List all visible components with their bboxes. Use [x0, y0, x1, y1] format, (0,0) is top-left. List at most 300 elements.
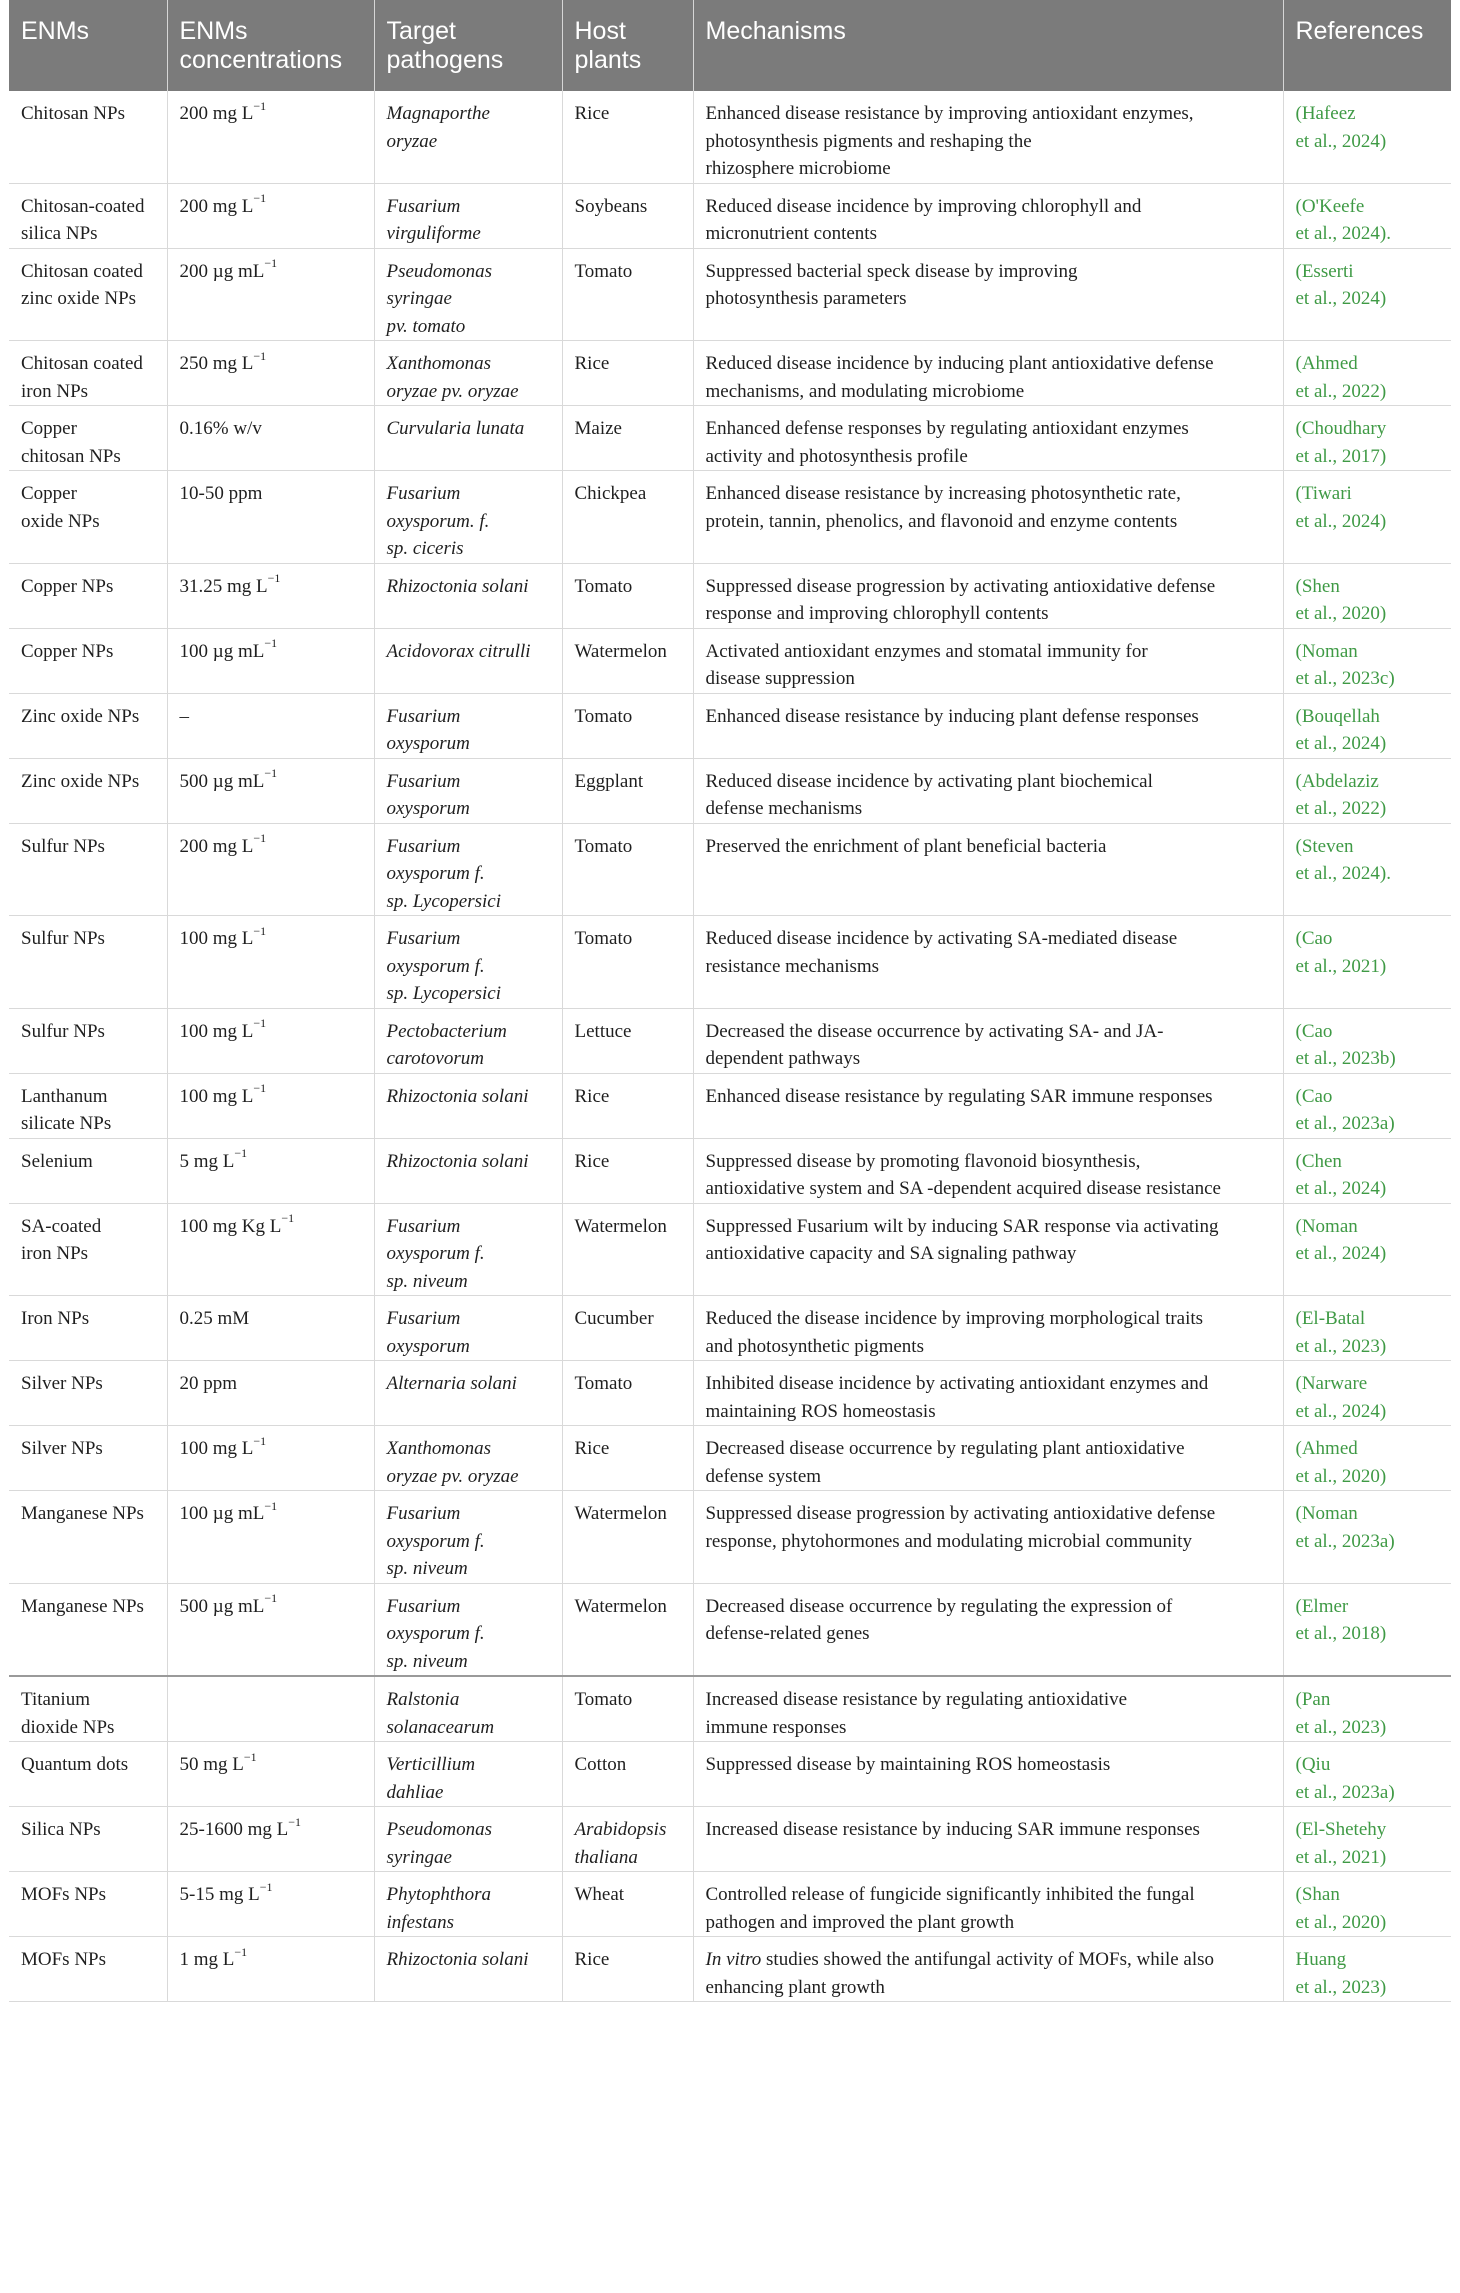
cell-pathogen [374, 1361, 562, 1426]
cell-enm [9, 1361, 167, 1426]
concentration-exponent: −1 [234, 1944, 248, 1959]
reference-link[interactable]: (Ahmed et al., 2022) [1295, 353, 1387, 402]
cell-pathogen [374, 1583, 562, 1676]
pathogen-text: Rhizoctonia solani [386, 1949, 529, 1970]
host-text: Tomato [574, 575, 633, 597]
cell-concentration [167, 1491, 374, 1584]
reference-link[interactable]: (Tiwari et al., 2024) [1295, 483, 1387, 532]
cell-pathogen [374, 1426, 562, 1491]
cell-pathogen [374, 1073, 562, 1138]
cell-concentration [167, 823, 374, 916]
concentration-text: 10-50 ppm [179, 483, 263, 504]
reference-link[interactable]: (El-Shetehy et al., 2021) [1295, 1819, 1387, 1868]
cell-reference[interactable] [1283, 91, 1451, 183]
host-text: Tomato [574, 1689, 633, 1710]
enm-text: MOFs NPs [21, 1949, 107, 1970]
pathogen-text: Rhizoctonia solani [386, 1085, 529, 1107]
cell-reference[interactable] [1283, 1426, 1451, 1491]
cell-concentration [167, 758, 374, 823]
concentration-exponent: −1 [253, 1081, 267, 1096]
cell-enm [9, 1872, 167, 1937]
cell-concentration [167, 1937, 374, 2002]
concentration-text: 100 mg L [179, 1438, 254, 1459]
pathogen-text: Rhizoctonia solani [386, 1150, 529, 1172]
table-row [9, 758, 1451, 823]
concentration-text: 500 µg mL [179, 1595, 265, 1617]
reference-link[interactable]: (Abdelaziz et al., 2022) [1295, 770, 1387, 819]
reference-link[interactable]: (Choudhary et al., 2017) [1295, 418, 1387, 467]
table-row [9, 1426, 1451, 1491]
mechanism-text: Enhanced defense responses by regulating antioxidant enzymes activity and photosynthesis profile [705, 418, 1189, 467]
cell-host [562, 758, 693, 823]
reference-link[interactable]: (Shan et al., 2020) [1295, 1884, 1387, 1933]
enm-text: Sulfur NPs [21, 1020, 105, 1042]
concentration-exponent: −1 [253, 1016, 267, 1031]
mechanism-text: Reduced the disease incidence by improving morphological traits and photosynthetic pigments [705, 1308, 1204, 1357]
host-text: Chickpea [574, 483, 647, 504]
pathogen-text: Fusarium oxysporum [386, 770, 470, 819]
host-text: Cotton [574, 1754, 627, 1775]
cell-pathogen [374, 406, 562, 471]
cell-mechanism [693, 628, 1283, 693]
pathogen-text: Fusarium virguliforme [386, 195, 481, 244]
cell-reference[interactable] [1283, 1008, 1451, 1073]
concentration-exponent: −1 [264, 636, 278, 651]
cell-host [562, 91, 693, 183]
concentration-text: 100 µg mL [179, 640, 265, 662]
pathogen-text: Magnaporthe oryzae [386, 103, 490, 152]
reference-link[interactable]: (Elmer et al., 2018) [1295, 1595, 1387, 1644]
enm-text: Manganese NPs [21, 1595, 144, 1617]
cell-host [562, 1872, 693, 1937]
pathogen-text: Fusarium oxysporum f. sp. Lycopersici [386, 835, 501, 912]
table-row [9, 823, 1451, 916]
enm-text: Silver NPs [21, 1438, 103, 1459]
cell-mechanism [693, 1872, 1283, 1937]
host-text: Watermelon [574, 1595, 667, 1617]
concentration-exponent: −1 [253, 923, 267, 938]
reference-link[interactable]: (Hafeez et al., 2024) [1295, 103, 1387, 152]
cell-concentration [167, 628, 374, 693]
cell-enm [9, 183, 167, 248]
cell-concentration [167, 1296, 374, 1361]
cell-mechanism [693, 248, 1283, 341]
cell-mechanism [693, 1742, 1283, 1807]
host-text: Watermelon [574, 1215, 667, 1237]
pathogen-text: Pseudomonas syringae pv. tomato [386, 260, 493, 337]
mechanism-text: Reduced disease incidence by activating plant biochemical defense mechanisms [705, 770, 1153, 819]
table-row [9, 1008, 1451, 1073]
cell-mechanism [693, 406, 1283, 471]
table-row [9, 1742, 1451, 1807]
cell-enm [9, 693, 167, 758]
cell-host [562, 1073, 693, 1138]
concentration-exponent: −1 [253, 831, 267, 846]
cell-host [562, 1203, 693, 1296]
cell-mechanism [693, 1296, 1283, 1361]
cell-pathogen [374, 1872, 562, 1937]
mechanism-text: Suppressed disease progression by activating antioxidative defense response and improving chlorophyll contents [705, 575, 1216, 624]
reference-link[interactable]: (El-Batal et al., 2023) [1295, 1308, 1387, 1357]
reference-link[interactable]: (Cao et al., 2023a) [1295, 1085, 1395, 1134]
reference-link[interactable]: (Qiu et al., 2023a) [1295, 1754, 1395, 1803]
cell-enm [9, 1937, 167, 2002]
cell-mechanism [693, 1073, 1283, 1138]
cell-enm [9, 1073, 167, 1138]
cell-concentration [167, 341, 374, 406]
concentration-text: 0.16% w/v [179, 418, 262, 439]
cell-enm [9, 823, 167, 916]
table-row [9, 183, 1451, 248]
table-row [9, 628, 1451, 693]
mechanism-text: Enhanced disease resistance by improving antioxidant enzymes, photosynthesis pigments and reshaping the rhizosphere microbiome [705, 103, 1194, 179]
cell-concentration [167, 1426, 374, 1491]
mechanism-text: studies showed the antifungal activity of MOFs, while also enhancing plant growth [705, 1949, 1215, 1998]
cell-reference[interactable] [1283, 341, 1451, 406]
mechanism-text: Suppressed disease by maintaining ROS homeostasis [705, 1754, 1111, 1775]
host-text: Rice [574, 103, 610, 124]
table-row [9, 1807, 1451, 1872]
cell-host [562, 628, 693, 693]
reference-link[interactable]: Huang et al., 2023) [1295, 1949, 1387, 1998]
cell-concentration [167, 1008, 374, 1073]
pathogen-text: Pectobacterium carotovorum [386, 1020, 507, 1069]
mechanism-text: Preserved the enrichment of plant beneficial bacteria [705, 835, 1107, 857]
cell-pathogen [374, 1138, 562, 1203]
cell-host [562, 823, 693, 916]
host-text: Tomato [574, 928, 633, 949]
mechanism-text: Suppressed disease progression by activating antioxidative defense response, phytohormones and modulating microbial community [705, 1503, 1216, 1552]
cell-reference[interactable] [1283, 1742, 1451, 1807]
cell-host [562, 916, 693, 1009]
cell-host [562, 1296, 693, 1361]
enm-text: Copper NPs [21, 640, 114, 662]
cell-pathogen [374, 1937, 562, 2002]
cell-enm [9, 1491, 167, 1584]
host-text: Watermelon [574, 640, 667, 662]
reference-link[interactable]: (Narware et al., 2024) [1295, 1373, 1387, 1422]
cell-pathogen [374, 1807, 562, 1872]
cell-enm [9, 1742, 167, 1807]
cell-pathogen [374, 1676, 562, 1742]
enm-text: Manganese NPs [21, 1503, 144, 1524]
table-row [9, 91, 1451, 183]
cell-enm [9, 1583, 167, 1676]
reference-link[interactable]: (Steven et al., 2024). [1295, 835, 1392, 884]
table-row [9, 1491, 1451, 1584]
cell-reference[interactable] [1283, 183, 1451, 248]
reference-link[interactable]: (Shen et al., 2020) [1295, 575, 1387, 624]
cell-concentration [167, 1138, 374, 1203]
mechanism-text: Activated antioxidant enzymes and stomatal immunity for disease suppression [705, 640, 1148, 689]
cell-reference[interactable] [1283, 823, 1451, 916]
cell-mechanism [693, 1203, 1283, 1296]
header-enms: ENMs [21, 17, 90, 45]
cell-host [562, 248, 693, 341]
cell-mechanism [693, 1361, 1283, 1426]
cell-host [562, 406, 693, 471]
cell-mechanism [693, 916, 1283, 1009]
reference-link[interactable]: (Esserti et al., 2024) [1295, 260, 1387, 309]
table-header-row [9, 0, 1451, 91]
pathogen-text: Xanthomonas oryzae pv. oryzae [386, 353, 519, 402]
cell-mechanism [693, 91, 1283, 183]
cell-enm [9, 628, 167, 693]
table-row [9, 471, 1451, 564]
concentration-exponent: −1 [264, 1498, 278, 1513]
cell-mechanism [693, 758, 1283, 823]
enm-text: Copper oxide NPs [21, 483, 100, 532]
table-row [9, 916, 1451, 1009]
mechanism-text: Inhibited disease incidence by activating antioxidant enzymes and maintaining ROS homeostasis [705, 1373, 1209, 1422]
cell-enm [9, 1676, 167, 1742]
concentration-exponent: −1 [264, 256, 278, 271]
cell-reference[interactable] [1283, 471, 1451, 564]
host-text: Eggplant [574, 770, 644, 792]
mechanism-text: Reduced disease incidence by improving chlorophyll and micronutrient contents [705, 195, 1142, 244]
cell-reference[interactable] [1283, 916, 1451, 1009]
host-text: Tomato [574, 705, 633, 727]
enm-text: Silver NPs [21, 1373, 103, 1394]
table-row [9, 1676, 1451, 1742]
cell-pathogen [374, 1203, 562, 1296]
concentration-exponent: −1 [259, 1879, 273, 1894]
enm-text: Zinc oxide NPs [21, 705, 140, 727]
cell-reference[interactable] [1283, 1296, 1451, 1361]
cell-host [562, 693, 693, 758]
cell-pathogen [374, 183, 562, 248]
mechanism-text: Enhanced disease resistance by regulating SAR immune responses [705, 1085, 1213, 1107]
header-references: References [1283, 0, 1451, 91]
cell-reference[interactable] [1283, 1203, 1451, 1296]
enm-text: Zinc oxide NPs [21, 770, 140, 792]
concentration-text: 100 mg Kg L [179, 1215, 282, 1237]
reference-link[interactable]: (Pan et al., 2023) [1295, 1689, 1387, 1738]
cell-reference[interactable] [1283, 1807, 1451, 1872]
cell-mechanism [693, 1008, 1283, 1073]
pathogen-text: Fusarium oxysporum. f. sp. ciceris [386, 483, 490, 559]
enm-text: Selenium [21, 1150, 93, 1172]
enm-text: Chitosan NPs [21, 103, 125, 124]
cell-reference[interactable] [1283, 406, 1451, 471]
pathogen-text: Fusarium oxysporum f. sp. Lycopersici [386, 928, 501, 1004]
reference-link[interactable]: (Ahmed et al., 2020) [1295, 1438, 1387, 1487]
reference-link[interactable]: (Noman et al., 2023a) [1295, 1503, 1395, 1552]
cell-reference[interactable] [1283, 1073, 1451, 1138]
cell-host [562, 1138, 693, 1203]
cell-reference[interactable] [1283, 1361, 1451, 1426]
cell-concentration [167, 1583, 374, 1676]
cell-enm [9, 916, 167, 1009]
cell-concentration [167, 91, 374, 183]
cell-reference[interactable] [1283, 248, 1451, 341]
cell-pathogen [374, 471, 562, 564]
host-text: Tomato [574, 1373, 633, 1394]
cell-enm [9, 1296, 167, 1361]
concentration-exponent: −1 [253, 1433, 267, 1448]
concentration-exponent: −1 [288, 1814, 301, 1829]
enm-text: MOFs NPs [21, 1884, 107, 1905]
cell-mechanism [693, 471, 1283, 564]
cell-mechanism [693, 1807, 1283, 1872]
reference-link[interactable]: (Noman et al., 2024) [1295, 1215, 1387, 1264]
cell-host [562, 1807, 693, 1872]
cell-pathogen [374, 916, 562, 1009]
cell-reference[interactable] [1283, 1583, 1451, 1676]
cell-reference[interactable] [1283, 563, 1451, 628]
cell-reference[interactable] [1283, 1491, 1451, 1584]
enm-text: Copper NPs [21, 575, 114, 597]
cell-enm [9, 1203, 167, 1296]
cell-enm [9, 1807, 167, 1872]
concentration-text: 100 mg L [179, 1085, 254, 1107]
pathogen-text: Fusarium oxysporum [386, 705, 470, 754]
enm-text: Lanthanum silicate NPs [21, 1085, 112, 1134]
host-text: Rice [574, 1438, 610, 1459]
table-row [9, 1296, 1451, 1361]
mechanism-text: Increased disease resistance by inducing SAR immune responses [705, 1819, 1200, 1840]
enm-text: Iron NPs [21, 1308, 90, 1329]
table-row [9, 1073, 1451, 1138]
cell-pathogen [374, 248, 562, 341]
cell-host [562, 341, 693, 406]
host-text: Tomato [574, 260, 633, 282]
table-row [9, 248, 1451, 341]
mechanism-text: Suppressed Fusarium wilt by inducing SAR response via activating antioxidative capacity and SA signaling pathway [705, 1215, 1219, 1264]
enm-text: SA-coated iron NPs [21, 1215, 102, 1264]
cell-mechanism [693, 1583, 1283, 1676]
reference-link[interactable]: (Cao et al., 2021) [1295, 928, 1387, 977]
mechanism-text: Suppressed disease by promoting flavonoid biosynthesis, antioxidative system and SA -dependent acquired disease resistance [705, 1150, 1221, 1199]
cell-enm [9, 91, 167, 183]
cell-host [562, 1491, 693, 1584]
cell-host [562, 1742, 693, 1807]
table-row [9, 1138, 1451, 1203]
cell-concentration [167, 1742, 374, 1807]
cell-concentration [167, 1203, 374, 1296]
cell-pathogen [374, 1008, 562, 1073]
mechanism-text: Reduced disease incidence by activating SA-mediated disease resistance mechanisms [705, 928, 1178, 977]
cell-mechanism [693, 693, 1283, 758]
pathogen-text: Fusarium oxysporum [386, 1308, 470, 1357]
concentration-text: 20 ppm [179, 1373, 238, 1394]
header-concentrations: ENMs concentrations [167, 0, 374, 91]
mechanism-text: Controlled release of fungicide significantly inhibited the fungal pathogen and improved the plant growth [705, 1884, 1195, 1933]
concentration-text: 5 mg L [179, 1150, 235, 1172]
table-row [9, 1203, 1451, 1296]
reference-link[interactable]: (Chen et al., 2024) [1295, 1150, 1387, 1199]
cell-pathogen [374, 91, 562, 183]
header-target-pathogens: Target pathogens [374, 0, 562, 91]
table-row [9, 406, 1451, 471]
cell-reference[interactable] [1283, 1937, 1451, 2002]
cell-enm [9, 1138, 167, 1203]
cell-host [562, 1676, 693, 1742]
concentration-text: – [179, 705, 189, 727]
cell-host [562, 183, 693, 248]
cell-host [562, 1426, 693, 1491]
cell-pathogen [374, 1296, 562, 1361]
reference-link[interactable]: (O'Keefe et al., 2024). [1295, 195, 1392, 244]
cell-reference[interactable] [1283, 693, 1451, 758]
enm-text: Silica NPs [21, 1819, 101, 1840]
cell-pathogen [374, 341, 562, 406]
pathogen-text: Acidovorax citrulli [386, 640, 531, 662]
cell-mechanism [693, 563, 1283, 628]
cell-concentration [167, 916, 374, 1009]
nanomaterials-table [9, 0, 1451, 2002]
host-text: Watermelon [574, 1503, 667, 1524]
table-row [9, 1937, 1451, 2002]
host-text: Lettuce [574, 1020, 632, 1042]
cell-reference[interactable] [1283, 758, 1451, 823]
mechanism-text: Increased disease resistance by regulating antioxidative immune responses [705, 1689, 1128, 1738]
concentration-text: 100 mg L [179, 1020, 254, 1042]
cell-host [562, 1008, 693, 1073]
mechanism-italic-prefix: In vitro [705, 1949, 762, 1970]
reference-link[interactable]: (Bouqellah et al., 2024) [1295, 705, 1387, 754]
enm-text: Chitosan coated zinc oxide NPs [21, 260, 143, 309]
cell-host [562, 471, 693, 564]
cell-pathogen [374, 1491, 562, 1584]
cell-pathogen [374, 1742, 562, 1807]
pathogen-text: Xanthomonas oryzae pv. oryzae [386, 1438, 519, 1487]
host-text: Cucumber [574, 1308, 654, 1329]
concentration-text: 0.25 mM [179, 1308, 250, 1329]
cell-mechanism [693, 1138, 1283, 1203]
concentration-exponent: −1 [253, 348, 267, 363]
pathogen-text: Fusarium oxysporum f. sp. niveum [386, 1595, 485, 1672]
table-row [9, 1872, 1451, 1937]
cell-mechanism [693, 1426, 1283, 1491]
cell-pathogen [374, 563, 562, 628]
cell-reference[interactable] [1283, 1676, 1451, 1742]
table-row [9, 563, 1451, 628]
mechanism-text: Decreased disease occurrence by regulating the expression of defense-related genes [705, 1595, 1173, 1644]
cell-enm [9, 471, 167, 564]
enm-text: Sulfur NPs [21, 928, 105, 949]
cell-reference[interactable] [1283, 1872, 1451, 1937]
pathogen-text: Fusarium oxysporum f. sp. niveum [386, 1503, 485, 1579]
cell-reference[interactable] [1283, 1138, 1451, 1203]
cell-concentration [167, 563, 374, 628]
pathogen-text: Verticillium dahliae [386, 1754, 476, 1803]
reference-link[interactable]: (Cao et al., 2023b) [1295, 1020, 1396, 1069]
cell-enm [9, 406, 167, 471]
pathogen-text: Ralstonia solanacearum [386, 1689, 495, 1738]
reference-link[interactable]: (Noman et al., 2023c) [1295, 640, 1395, 689]
table-row [9, 1361, 1451, 1426]
host-text: Maize [574, 418, 622, 439]
concentration-text: 200 µg mL [179, 260, 265, 282]
pathogen-text: Rhizoctonia solani [386, 575, 529, 597]
cell-host [562, 563, 693, 628]
host-text: Tomato [574, 835, 633, 857]
cell-concentration [167, 1872, 374, 1937]
cell-mechanism [693, 823, 1283, 916]
cell-concentration [167, 406, 374, 471]
mechanism-text: Suppressed bacterial speck disease by improving photosynthesis parameters [705, 260, 1078, 309]
host-text: Wheat [574, 1884, 625, 1905]
concentration-text: 25-1600 mg L [179, 1819, 289, 1840]
concentration-text: 200 mg L [179, 835, 254, 857]
cell-pathogen [374, 758, 562, 823]
concentration-exponent: −1 [281, 1211, 295, 1226]
cell-reference[interactable] [1283, 628, 1451, 693]
cell-enm [9, 563, 167, 628]
cell-mechanism [693, 1491, 1283, 1584]
pathogen-text: Curvularia lunata [386, 418, 525, 439]
